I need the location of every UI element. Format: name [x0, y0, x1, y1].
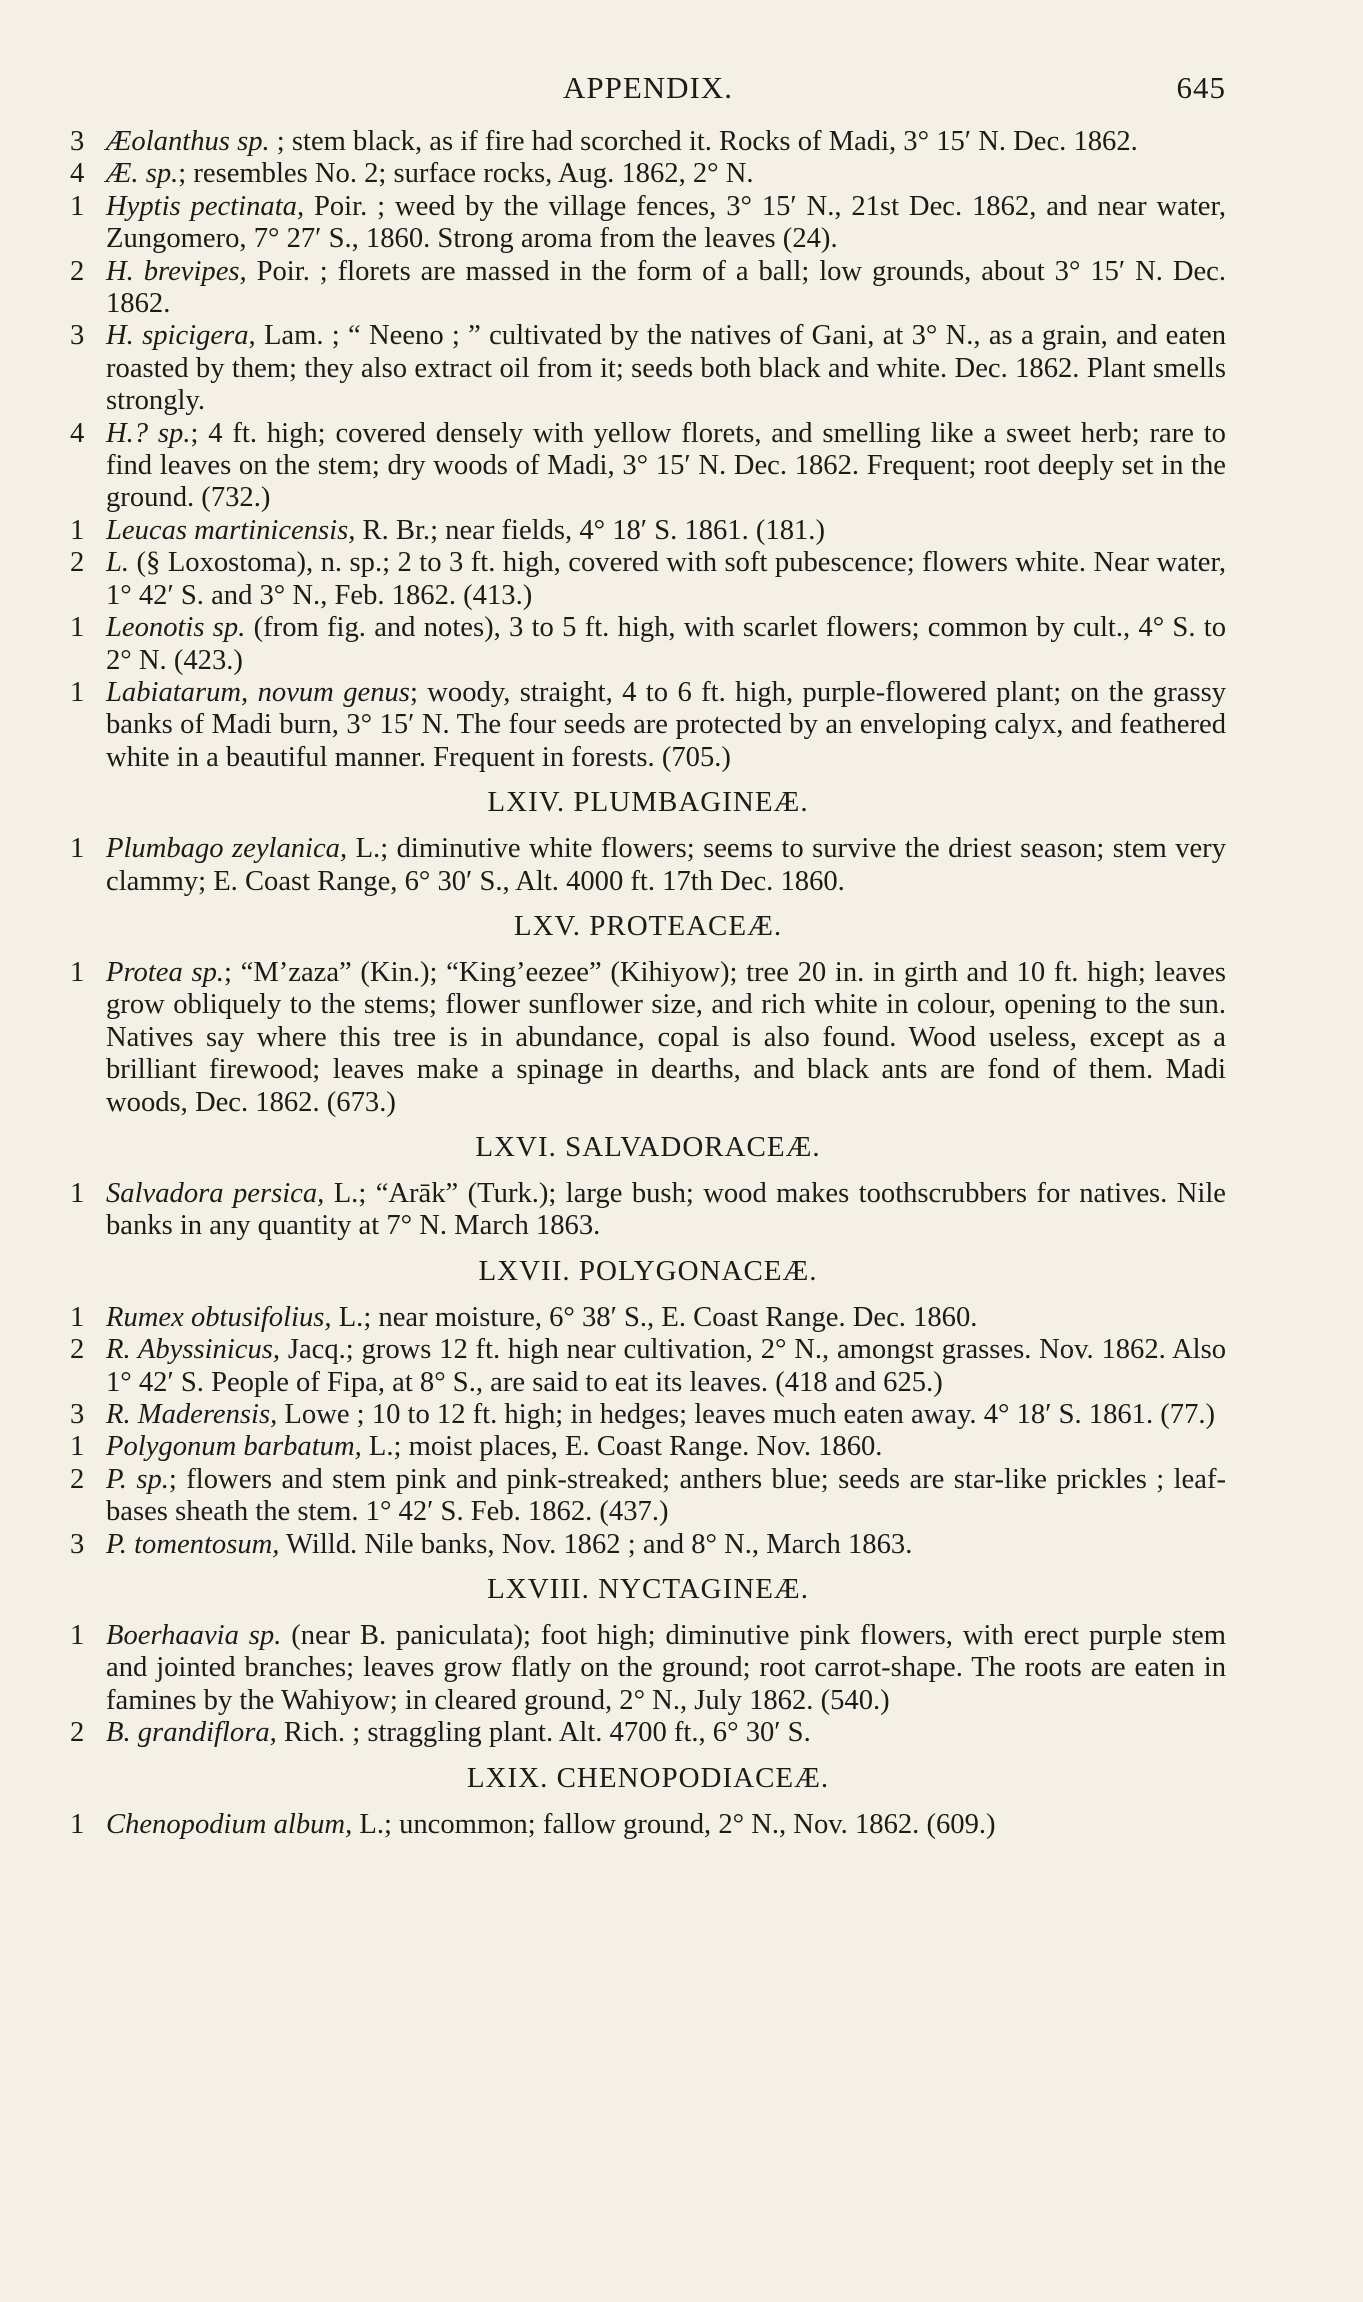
entry-body [106, 320, 1226, 417]
species-name: Rumex obtusifolius, [106, 1301, 332, 1333]
species-name: Chenopodium album, [106, 1808, 353, 1840]
entry-body [106, 1302, 1226, 1334]
entry-body [106, 1620, 1226, 1717]
entry-description: Lowe ; 10 to 12 ft. high; in hedges; leaves much eaten away. 4° 18′ S. 1861. (77.) [277, 1399, 1216, 1430]
species-name: R. Abyssinicus, [106, 1334, 281, 1366]
species-name: P. tomentosum, [106, 1528, 280, 1560]
entry-number: 3 [70, 1528, 85, 1560]
species-entry [70, 1717, 1226, 1749]
section-heading: LXV. PROTEACEÆ. [513, 909, 783, 942]
section-heading: LXVI. SALVADORACEÆ. [475, 1130, 821, 1163]
species-entry [70, 1620, 1226, 1717]
entry-body [106, 1334, 1226, 1399]
entry-description: ; stem black, as if fire had scorched it. Rocks of Madi, 3° 15′ N. Dec. 1862. [269, 126, 1138, 157]
entry-description: Rich. ; straggling plant. Alt. 4700 ft., 6° 30′ S. [276, 1717, 811, 1749]
entry-description: L.; moist places, E. Coast Range. Nov. 1860. [361, 1431, 883, 1463]
species-entry [70, 1464, 1226, 1529]
species-name: Plumbago zeylanica, [106, 833, 348, 865]
entry-number: 3 [70, 320, 85, 352]
entry-description: Lam. ; “ Neeno ; ” cultivated by the natives of Gani, at 3° N., as a grain, and eaten roasted by them; they also extract oil from it; seeds both black and white. Dec. 1862. Plant smells strongly. [106, 320, 1226, 417]
entry-description: (from fig. and notes), 3 to 5 ft. high, with scarlet flowers; common by cult., 4° S. to 2° N. (423.) [106, 612, 1226, 676]
species-entry [70, 612, 1226, 677]
species-name: R. Maderensis, [106, 1399, 278, 1430]
species-entry [70, 418, 1226, 515]
species-name: Leonotis sp. [106, 612, 246, 644]
entry-description: Willd. Nile banks, Nov. 1862 ; and 8° N., March 1863. [279, 1528, 913, 1560]
page-content [70, 126, 1226, 1841]
entry-number: 4 [70, 417, 85, 449]
species-entry [70, 547, 1226, 612]
species-entry [70, 1529, 1226, 1561]
section-heading: LXIX. CHENOPODIACEÆ. [466, 1761, 830, 1794]
entry-number: 1 [70, 514, 85, 546]
species-entry [70, 191, 1226, 256]
entry-body [106, 1809, 1226, 1841]
species-name: Æ. sp. [106, 158, 179, 190]
species-entry [70, 320, 1226, 417]
species-entry [70, 1334, 1226, 1399]
species-name: Protea sp. [106, 956, 225, 988]
entry-body [106, 547, 1226, 612]
section-heading: LXVII. POLYGONACEÆ. [478, 1254, 818, 1287]
species-name: L. [106, 547, 130, 579]
species-name: H. brevipes, [106, 255, 247, 287]
document-page [70, 70, 1226, 1841]
entry-number: 3 [70, 126, 85, 157]
entry-number: 3 [70, 1399, 85, 1430]
entry-description: Poir. ; florets are massed in the form of a ball; low grounds, about 3° 15′ N. Dec. 1862. [106, 255, 1227, 320]
entry-description: L.; “Arāk” (Turk.); large bush; wood makes toothscrubbers for natives. Nile banks in any quantity at 7° N. March 1863. [106, 1177, 1226, 1242]
entry-number: 1 [70, 190, 85, 222]
species-entry [70, 833, 1226, 898]
species-name: Boerhaavia sp. [106, 1620, 282, 1652]
entry-number: 2 [70, 547, 85, 579]
entry-body [106, 1178, 1226, 1243]
entry-body [106, 418, 1226, 515]
entry-number: 1 [70, 1620, 85, 1652]
entry-description: L.; uncommon; fallow ground, 2° N., Nov. 1862. (609.) [352, 1808, 996, 1840]
running-head [70, 70, 1226, 126]
species-entry [70, 126, 1226, 158]
entry-description: Poir. ; weed by the village fences, 3° 15′ N., 21st Dec. 1862, and near water, Zungomero, 7° 27′ S., 1860. Strong aroma from the leaves (24). [106, 190, 1226, 255]
species-entry [70, 256, 1226, 321]
species-name: P. sp. [106, 1463, 169, 1495]
entry-body [106, 677, 1226, 774]
species-name: Labiatarum, novum genus [106, 676, 410, 708]
entry-body [106, 1717, 1226, 1749]
entry-body [106, 957, 1226, 1119]
entry-body [106, 833, 1226, 898]
entry-description: Jacq.; grows 12 ft. high near cultivation, 2° N., amongst grasses. Nov. 1862. Also 1° 42′ S. People of Fipa, at 8° S., are said to eat its leaves. (418 and 625.) [106, 1334, 1227, 1398]
entry-body [106, 1399, 1226, 1431]
entry-description: ; resembles No. 2; surface rocks, Aug. 1862, 2° N. [178, 158, 754, 190]
entry-description: L.; near moisture, 6° 38′ S., E. Coast Range. Dec. 1860. [331, 1301, 978, 1333]
species-entry [70, 515, 1226, 547]
species-name: B. grandiflora, [106, 1717, 277, 1749]
entry-description: ; woody, straight, 4 to 6 ft. high, purple-flowered plant; on the grassy banks of Madi burn, 3° 15′ N. The four seeds are protected by an enveloping calyx, and feathered white in a beautiful manner. Frequent in forests. (705.) [106, 676, 1226, 773]
entry-body [106, 1431, 1226, 1463]
species-entry [70, 158, 1226, 190]
entry-description: ; 4 ft. high; covered densely with yellow florets, and smelling like a sweet herb; rare to find leaves on the stem; dry woods of Madi, 3° 15′ N. Dec. 1862. Frequent; root deeply set in the ground. (732.) [106, 417, 1226, 514]
species-name: H.? sp. [106, 417, 191, 449]
species-entry [70, 957, 1226, 1119]
entry-body [106, 191, 1226, 256]
entry-number: 1 [70, 612, 85, 644]
entry-number: 1 [70, 1177, 85, 1209]
entry-number: 1 [70, 833, 85, 865]
entry-body [106, 612, 1226, 677]
page-number: 645 [1176, 70, 1226, 105]
entry-number: 2 [70, 1334, 85, 1366]
entry-body [106, 1464, 1226, 1529]
entry-body [106, 158, 1226, 190]
entry-number: 1 [70, 676, 85, 708]
entry-body [106, 515, 1226, 547]
entry-number: 1 [70, 1431, 85, 1463]
species-name: H. spicigera, [106, 320, 256, 352]
entry-body [106, 126, 1226, 158]
species-entry [70, 1399, 1226, 1431]
section-heading: LXVIII. NYCTAGINEÆ. [487, 1573, 809, 1606]
species-entry [70, 677, 1226, 774]
entry-number: 1 [70, 1808, 85, 1840]
entry-body [106, 256, 1226, 321]
entry-body [106, 1529, 1226, 1561]
entry-description: ; “M’zaza” (Kin.); “King’eezee” (Kihiyow); tree 20 in. in girth and 10 ft. high; leaves grow obliquely to the stems; flower sunflower size, and rich white in colour, opening to the sun. Natives say where this tree is in abundance, copal is also found. Wood useless, except as a brilliant firewood; leaves make a spinage in dearths, and black ants are fond of them. Madi woods, Dec. 1862. (673.) [106, 956, 1226, 1118]
species-name: Polygonum barbatum, [106, 1431, 362, 1463]
entry-number: 1 [70, 1301, 85, 1333]
section-heading: LXIV. PLUMBAGINEÆ. [487, 786, 809, 819]
entry-number: 2 [70, 1463, 85, 1495]
species-name: Æolanthus sp. [106, 126, 270, 157]
species-name: Hyptis pectinata, [106, 190, 305, 222]
entry-number: 2 [70, 1717, 85, 1749]
species-entry [70, 1178, 1226, 1243]
page-title: APPENDIX. [562, 70, 734, 105]
entry-number: 4 [70, 158, 85, 190]
entry-description: (near B. paniculata); foot high; diminutive pink flowers, with erect purple stem and jointed branches; leaves grow flatly on the ground; root carrot-shape. The roots are eaten in famines by the Wahiyow; in cleared ground, 2° N., July 1862. (540.) [106, 1620, 1226, 1716]
entry-number: 1 [70, 956, 85, 988]
entry-description: L.; diminutive white flowers; seems to survive the driest season; stem very clammy; E. Coast Range, 6° 30′ S., Alt. 4000 ft. 17th Dec. 1860. [106, 833, 1227, 897]
entry-description: ; flowers and stem pink and pink-streaked; anthers blue; seeds are star-like prickles ; leaf-bases sheath the stem. 1° 42′ S. Feb. 1862. (437.) [106, 1463, 1226, 1528]
entry-description: (§ Loxostoma), n. sp.; 2 to 3 ft. high, covered with soft pubescence; flowers white. Near water, 1° 42′ S. and 3° N., Feb. 1862. (413.) [106, 547, 1226, 611]
species-name: Leucas martinicensis, [106, 514, 356, 546]
species-entry [70, 1431, 1226, 1463]
entry-description: R. Br.; near fields, 4° 18′ S. 1861. (181.) [355, 514, 825, 546]
species-entry [70, 1809, 1226, 1841]
species-entry [70, 1302, 1226, 1334]
species-name: Salvadora persica, [106, 1177, 325, 1209]
entry-number: 2 [70, 255, 85, 287]
